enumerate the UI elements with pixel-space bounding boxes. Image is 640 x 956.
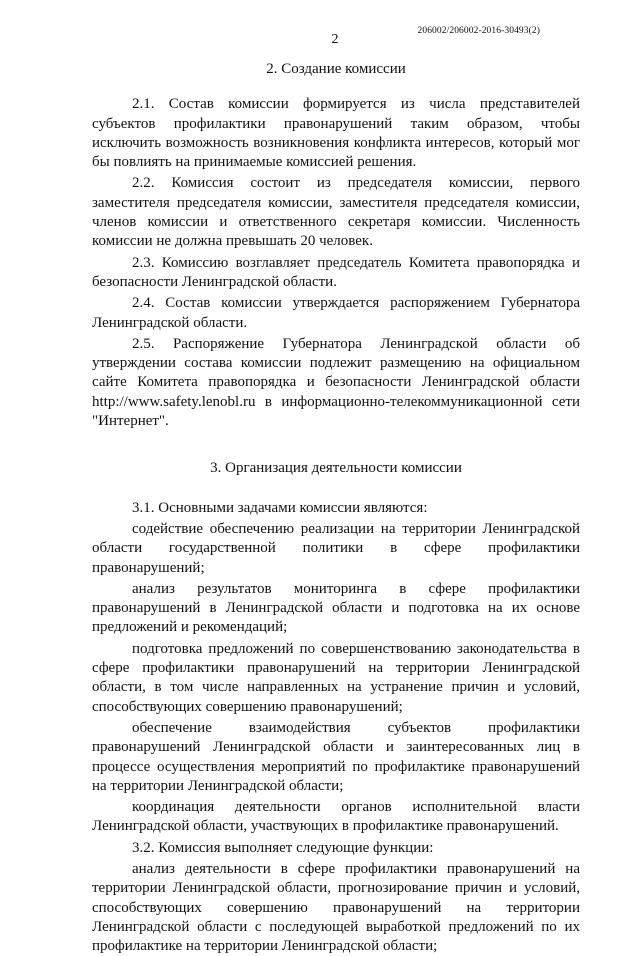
paragraph-3-1: 3.1. Основными задачами комиссии являются: bbox=[132, 499, 428, 516]
paragraph-2-3: 2.3. Комиссию возглавляет председатель Комитета правопорядка и безопасности Ленинградской области. bbox=[92, 254, 580, 290]
section-2-title: 2. Создание комиссии bbox=[266, 61, 406, 77]
task-item: подготовка предложений по совершенствованию законодательства в сфере профилактики правонарушений на территории Ленинградской области, в том числе направленных на устранение причин и условий, способствующих совершению правонарушений; bbox=[92, 640, 580, 715]
page-number: 2 bbox=[331, 32, 339, 47]
paragraph-3-2: 3.2. Комиссия выполняет следующие функции: bbox=[132, 839, 434, 856]
paragraph-2-4: 2.4. Состав комиссии утверждается распоряжением Губернатора Ленинградской области. bbox=[92, 295, 580, 331]
task-item: анализ результатов мониторинга в сфере профилактики правонарушений в Ленинградской области и подготовка на их основе предложений и рекомендаций; bbox=[92, 580, 580, 636]
function-item: анализ деятельности в сфере профилактики правонарушений на территории Ленинградской области, прогнозирование причин и условий, способствующих совершению правонарушений на территории Ленинградской области с последующей выработкой предложений по их профилактике на территории Ленинградской области; bbox=[92, 860, 580, 955]
paragraph-2-1: 2.1. Состав комиссии формируется из числа представителей субъектов профилактики правонарушений таким образом, чтобы исключить возможность возникновения конфликта интересов, который мог бы повлиять на принимаемые комиссией решения. bbox=[92, 96, 580, 171]
task-item: содействие обеспечению реализации на территории Ленинградской области государственной политики в сфере профилактики правонарушений; bbox=[92, 520, 580, 576]
paragraph-2-5: 2.5. Распоряжение Губернатора Ленинградской области об утверждении состава комиссии подлежит размещению на официальном сайте Комитета правопорядка и безопасности Ленинградской области http://www.safety.lenobl.ru в информационно-телекоммуникационной сети "Интернет". bbox=[92, 335, 580, 430]
document-id: 206002/206002-2016-30493(2) bbox=[417, 26, 540, 36]
document-body bbox=[92, 60, 580, 956]
section-3-title: 3. Организация деятельности комиссии bbox=[210, 460, 462, 477]
task-item: обеспечение взаимодействия субъектов профилактики правонарушений Ленинградской области и заинтересованных лиц в процессе осуществления мероприятий по профилактике правонарушений на территории Ленинградской области; bbox=[92, 719, 580, 794]
paragraph-2-2: 2.2. Комиссия состоит из председателя комиссии, первого заместителя председателя комиссии, заместителя председателя комиссии, членов комиссии и ответственного секретаря комиссии. Численность комиссии не должна превышать 20 человек. bbox=[92, 175, 580, 250]
task-item: координация деятельности органов исполнительной власти Ленинградской области, участвующих в профилактике правонарушений. bbox=[92, 799, 580, 835]
